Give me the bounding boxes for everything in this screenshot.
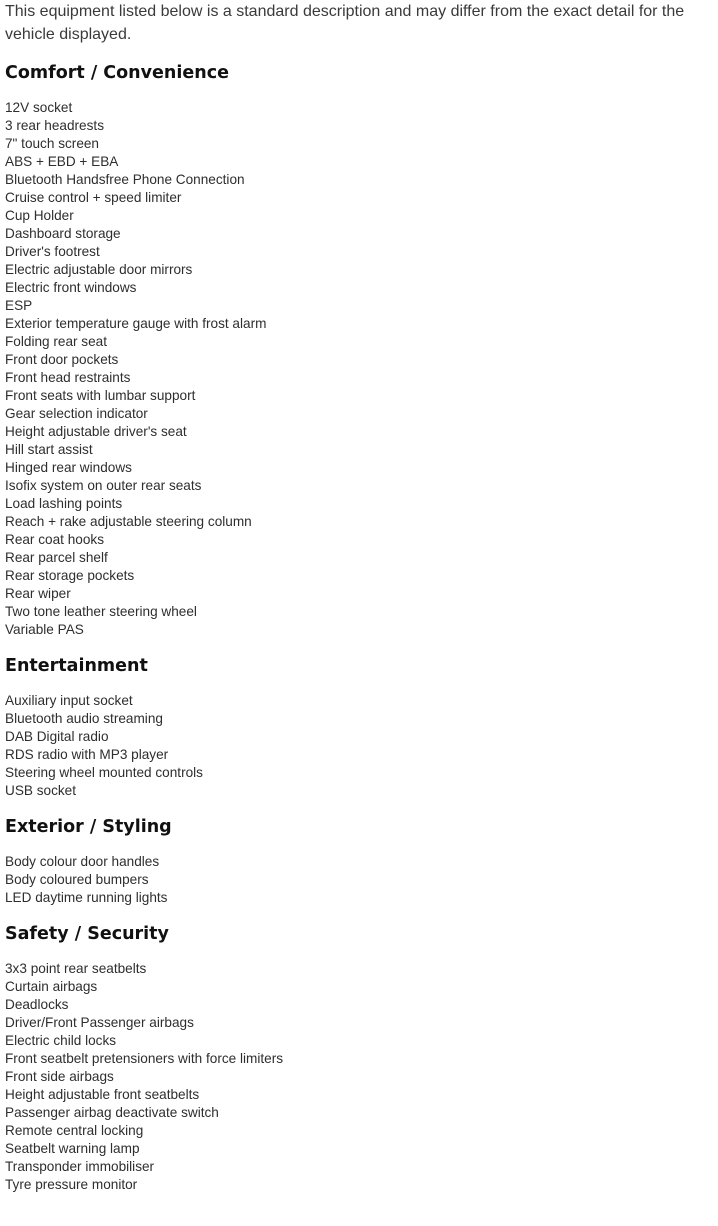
list-item: Electric child locks xyxy=(5,1033,117,1048)
equipment-sections xyxy=(5,61,705,1194)
list-item: Cup Holder xyxy=(5,208,74,223)
list-item: Hill start assist xyxy=(5,442,93,457)
list-item: DAB Digital radio xyxy=(5,729,109,744)
list-item: Electric adjustable door mirrors xyxy=(5,262,193,277)
list-item: ESP xyxy=(5,298,33,313)
list-item: Deadlocks xyxy=(5,997,69,1012)
list-item: Body colour door handles xyxy=(5,854,160,869)
list-item: Bluetooth audio streaming xyxy=(5,711,163,726)
list-item: Load lashing points xyxy=(5,496,123,511)
equipment-section xyxy=(5,654,705,800)
equipment-section xyxy=(5,815,705,907)
list-item: Curtain airbags xyxy=(5,979,98,994)
list-item: Passenger airbag deactivate switch xyxy=(5,1105,219,1120)
list-item: 12V socket xyxy=(5,100,73,115)
equipment-list xyxy=(5,692,705,800)
list-item: Rear coat hooks xyxy=(5,532,104,547)
list-item: 7" touch screen xyxy=(5,136,99,151)
list-item: Exterior temperature gauge with frost alarm xyxy=(5,316,267,331)
list-item: Front seats with lumbar support xyxy=(5,388,196,403)
list-item: Tyre pressure monitor xyxy=(5,1177,138,1192)
section-title: Exterior / Styling xyxy=(5,817,172,837)
list-item: Height adjustable driver's seat xyxy=(5,424,187,439)
list-item: Hinged rear windows xyxy=(5,460,132,475)
list-item: Body coloured bumpers xyxy=(5,872,149,887)
equipment-section xyxy=(5,61,705,639)
list-item: Rear wiper xyxy=(5,586,71,601)
list-item: Front seatbelt pretensioners with force limiters xyxy=(5,1051,284,1066)
list-item: LED daytime running lights xyxy=(5,890,168,905)
section-title: Comfort / Convenience xyxy=(5,63,229,83)
list-item: Auxiliary input socket xyxy=(5,693,133,708)
list-item: Driver's footrest xyxy=(5,244,100,259)
list-item: Remote central locking xyxy=(5,1123,144,1138)
section-title: Entertainment xyxy=(5,656,148,676)
list-item: Two tone leather steering wheel xyxy=(5,604,197,619)
list-item: USB socket xyxy=(5,783,77,798)
list-item: Dashboard storage xyxy=(5,226,121,241)
list-item: Front door pockets xyxy=(5,352,119,367)
equipment-list xyxy=(5,853,705,907)
list-item: Electric front windows xyxy=(5,280,137,295)
section-title: Safety / Security xyxy=(5,924,169,944)
intro-text: This equipment listed below is a standard description and may differ from the exact detail for the vehicle displayed. xyxy=(5,3,685,43)
list-item: Height adjustable front seatbelts xyxy=(5,1087,200,1102)
equipment-list xyxy=(5,960,705,1194)
list-item: Gear selection indicator xyxy=(5,406,148,421)
list-item: Steering wheel mounted controls xyxy=(5,765,203,780)
list-item: 3x3 point rear seatbelts xyxy=(5,961,147,976)
list-item: Isofix system on outer rear seats xyxy=(5,478,202,493)
list-item: ABS + EBD + EBA xyxy=(5,154,119,169)
list-item: Reach + rake adjustable steering column xyxy=(5,514,252,529)
list-item: Transponder immobiliser xyxy=(5,1159,155,1174)
list-item: Driver/Front Passenger airbags xyxy=(5,1015,194,1030)
list-item: Seatbelt warning lamp xyxy=(5,1141,140,1156)
list-item: Cruise control + speed limiter xyxy=(5,190,182,205)
list-item: Front head restraints xyxy=(5,370,131,385)
list-item: Bluetooth Handsfree Phone Connection xyxy=(5,172,245,187)
list-item: Front side airbags xyxy=(5,1069,114,1084)
list-item: Rear parcel shelf xyxy=(5,550,108,565)
list-item: Folding rear seat xyxy=(5,334,108,349)
list-item: Variable PAS xyxy=(5,622,84,637)
list-item: 3 rear headrests xyxy=(5,118,104,133)
equipment-list xyxy=(5,99,705,639)
list-item: Rear storage pockets xyxy=(5,568,135,583)
equipment-page xyxy=(5,0,705,1194)
equipment-section xyxy=(5,922,705,1194)
list-item: RDS radio with MP3 player xyxy=(5,747,169,762)
